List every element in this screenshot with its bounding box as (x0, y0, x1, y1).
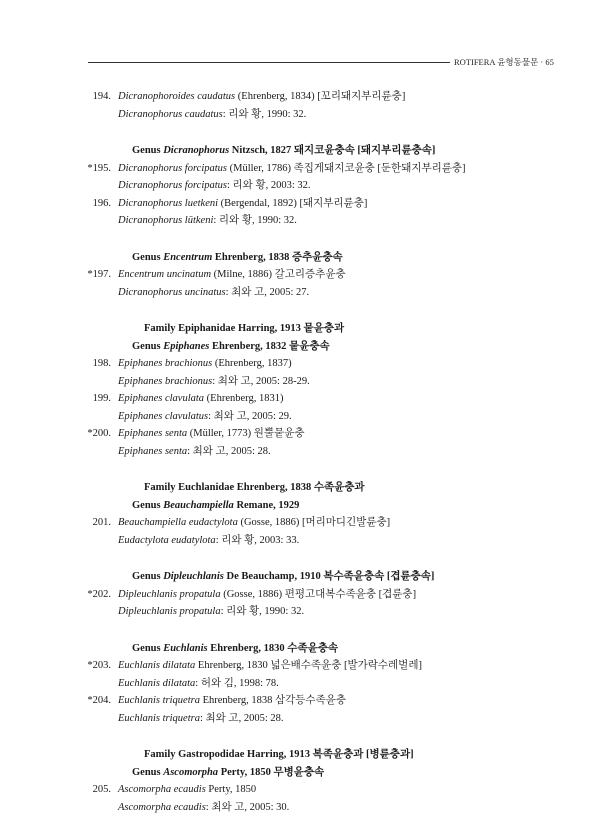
block-spacer (0, 460, 612, 479)
text-run: Family Euchlanidae Ehrenberg, 1838 수족윤충과 (144, 482, 365, 493)
scientific-name: Dicranophoroides caudatus (118, 91, 236, 102)
scientific-name: Ascomorpha (163, 766, 219, 778)
entry-text (118, 177, 311, 195)
scientific-name: Epiphanes senta (118, 445, 188, 457)
scientific-name: Encentrum uncinatum (118, 269, 212, 280)
species-entry (0, 390, 612, 408)
text-run: Family Gastropodidae Harring, 1913 복족윤충과 [병륜충과] (144, 749, 414, 760)
scientific-name: Euchlanis (163, 642, 208, 654)
scientific-name: Beauchampiella (163, 499, 234, 511)
entry-text (132, 640, 338, 658)
header-rule (88, 62, 450, 63)
block-spacer (0, 727, 612, 746)
text-run: Ehrenberg, 1830 수족윤충속 (207, 642, 339, 654)
entry-text (118, 532, 299, 550)
running-head: ROTIFERA 윤형동물문 · 65 (454, 57, 554, 67)
block-spacer (0, 621, 612, 640)
entry-text (118, 425, 305, 443)
scientific-name: Eudactylota eudatylota (118, 534, 216, 546)
text-run: Ehrenberg, 1830 넓은배수족윤충 [발가락수레벌레] (195, 660, 422, 671)
entry-number: 196. (92, 197, 111, 209)
text-run: Genus (132, 571, 164, 582)
species-entry (0, 195, 612, 213)
synonym-citation (0, 603, 612, 621)
entry-text (144, 746, 414, 764)
entry-number: 199. (92, 393, 111, 404)
text-run: Family Epiphanidae Harring, 1913 뭍윤충과 (144, 323, 345, 334)
synonym-citation (0, 106, 612, 124)
entry-number: *202. (87, 588, 111, 600)
entry-text (118, 710, 283, 728)
entry-text (118, 603, 304, 621)
text-run: (Ehrenberg, 1837) (212, 358, 292, 369)
scientific-name: Dicranophorus (163, 145, 230, 156)
species-entry (0, 160, 612, 178)
entry-text (118, 195, 367, 213)
entry-text (144, 479, 365, 497)
entry-text (144, 320, 344, 338)
entry-number: *197. (87, 269, 111, 280)
genus-heading (0, 568, 612, 586)
text-run: Ehrenberg, 1838 삼각등수족윤충 (199, 695, 347, 706)
text-run: : 리와 황, 2003: 33. (215, 534, 300, 546)
scientific-name: Dicranophorus forcipatus (118, 162, 227, 174)
entry-text (118, 514, 390, 532)
genus-heading (0, 338, 612, 356)
entry-number: *203. (87, 660, 111, 671)
block-spacer (0, 230, 612, 249)
entry-number: *204. (87, 695, 111, 706)
synonym-citation (0, 532, 612, 550)
scientific-name: Dicranophorus lütkeni (118, 215, 214, 226)
scientific-name: Dicranophorus luetkeni (118, 197, 219, 209)
entry-number: 194. (92, 91, 111, 102)
text-run: : 최와 고, 2005: 28. (187, 445, 271, 457)
scientific-name: Dipleuchlanis propatula (118, 588, 221, 600)
scientific-name: Dicranophorus caudatus (118, 108, 223, 120)
text-run: Genus (132, 145, 164, 156)
scientific-name: Dicranophorus forcipatus (118, 180, 227, 191)
species-entry (0, 692, 612, 710)
species-entry (0, 586, 612, 604)
synonym-citation (0, 212, 612, 230)
species-entry (0, 266, 612, 284)
text-run: (Milne, 1886) 갈고리증추윤충 (211, 269, 346, 280)
species-entry (0, 514, 612, 532)
block-spacer (0, 301, 612, 320)
text-run: Ehrenberg, 1838 증추윤충속 (212, 251, 343, 263)
entry-text (132, 497, 299, 515)
text-run: Genus (132, 766, 164, 778)
text-run: : 리와 황, 1990: 32. (213, 215, 297, 226)
scientific-name: Dicranophorus uncinatus (118, 286, 226, 298)
scientific-name: Euchlanis dilatata (118, 660, 196, 671)
text-run: (Bergendal, 1892) [돼지부리륜충] (218, 197, 368, 209)
text-run: Genus (132, 642, 164, 654)
entry-text (118, 212, 297, 230)
genus-heading (0, 640, 612, 658)
text-run: Remane, 1929 (233, 499, 300, 511)
scientific-name: Epiphanes (163, 340, 210, 352)
scientific-name: Euchlanis triquetra (118, 712, 200, 724)
scientific-name: Dipleuchlanis propatula (118, 606, 221, 617)
entry-text (132, 142, 435, 160)
scientific-name: Epiphanes brachionus (118, 375, 213, 387)
text-run: De Beauchamp, 1910 복수족윤충속 [겹륜충속] (223, 571, 435, 582)
family-heading (0, 320, 612, 338)
entry-number: 205. (92, 784, 111, 795)
family-heading (0, 479, 612, 497)
scientific-name: Euchlanis dilatata (118, 677, 196, 689)
text-run: : 최와 고, 2005: 27. (225, 286, 310, 298)
text-run: (Müller, 1773) 원뿔뭍윤충 (187, 428, 305, 439)
entry-text (118, 355, 292, 373)
synonym-citation (0, 408, 612, 426)
entry-text (118, 266, 346, 284)
scientific-name: Beauchampiella eudactylota (118, 517, 238, 528)
entry-text (132, 249, 343, 267)
genus-heading (0, 249, 612, 267)
entry-text (118, 586, 416, 604)
text-run: (Ehrenberg, 1831) (204, 393, 284, 404)
text-run: (Ehrenberg, 1834) [꼬리돼지부리륜충] (235, 91, 406, 102)
entry-text (132, 338, 330, 356)
entry-text (132, 568, 434, 586)
text-run: Genus (132, 499, 164, 511)
species-entry (0, 781, 612, 799)
text-run: Ehrenberg, 1832 뭍윤충속 (209, 340, 330, 352)
block-spacer (0, 123, 612, 142)
entry-text (118, 657, 422, 675)
text-run: : 리와 황, 1990: 32. (220, 606, 305, 617)
entry-text (118, 443, 271, 461)
synonym-citation (0, 675, 612, 693)
text-run: Nitzsch, 1827 돼지코윤충속 [돼지부리륜충속] (229, 145, 436, 156)
entry-text (118, 799, 289, 817)
text-run: : 최와 고, 2005: 30. (205, 801, 290, 813)
text-run: Genus (132, 251, 164, 263)
scientific-name: Epiphanes brachionus (118, 358, 213, 369)
synonym-citation (0, 443, 612, 461)
scientific-name: Encentrum (163, 251, 213, 263)
entry-text (118, 284, 309, 302)
entry-text (118, 781, 256, 799)
text-run: : 허와 김, 1998: 78. (195, 677, 279, 689)
text-run: (Müller, 1786) 족집게돼지코윤충 [둔한돼지부리륜충] (227, 162, 466, 174)
text-run: (Gosse, 1886) [머리마디긴발륜충] (237, 517, 391, 528)
entry-text (118, 408, 292, 426)
text-run: Genus (132, 340, 164, 352)
synonym-citation (0, 177, 612, 195)
entry-text (118, 106, 306, 124)
synonym-citation (0, 799, 612, 817)
genus-heading (0, 497, 612, 515)
text-run: : 최와 고, 2005: 29. (208, 410, 292, 422)
scientific-name: Euchlanis triquetra (118, 695, 200, 706)
entry-text (118, 692, 346, 710)
text-run: Perty, 1850 (205, 784, 257, 795)
species-entry (0, 88, 612, 106)
scientific-name: Epiphanes clavulata (118, 393, 205, 404)
entry-text (118, 88, 405, 106)
text-run: : 리와 황, 2003: 32. (227, 180, 311, 191)
entry-number: 201. (92, 517, 111, 528)
genus-heading (0, 142, 612, 160)
scientific-name: Dipleuchlanis (163, 571, 224, 582)
scientific-name: Epiphanes senta (118, 428, 188, 439)
scientific-name: Epiphanes clavulatus (118, 410, 209, 422)
entry-text (118, 160, 466, 178)
species-entry (0, 355, 612, 373)
block-spacer (0, 549, 612, 568)
entry-number: 198. (92, 358, 111, 369)
text-run: : 최와 고, 2005: 28-29. (212, 375, 310, 387)
text-run: Perty, 1850 무병윤충속 (218, 766, 325, 778)
entry-text (118, 675, 279, 693)
entry-number: *200. (87, 428, 111, 439)
scientific-name: Ascomorpha ecaudis (118, 784, 206, 795)
entry-text (118, 390, 283, 408)
synonym-citation (0, 710, 612, 728)
taxonomy-list (0, 88, 612, 816)
text-run: : 최와 고, 2005: 28. (199, 712, 284, 724)
entry-text (132, 764, 324, 782)
entry-number: *195. (87, 162, 111, 174)
entry-text (118, 373, 310, 391)
synonym-citation (0, 373, 612, 391)
scientific-name: Ascomorpha ecaudis (118, 801, 206, 813)
species-entry (0, 657, 612, 675)
synonym-citation (0, 284, 612, 302)
family-heading (0, 746, 612, 764)
text-run: : 리와 황, 1990: 32. (222, 108, 307, 120)
text-run: (Gosse, 1886) 편평고대복수족윤충 [겹륜충] (220, 588, 417, 600)
species-entry (0, 425, 612, 443)
genus-heading (0, 764, 612, 782)
